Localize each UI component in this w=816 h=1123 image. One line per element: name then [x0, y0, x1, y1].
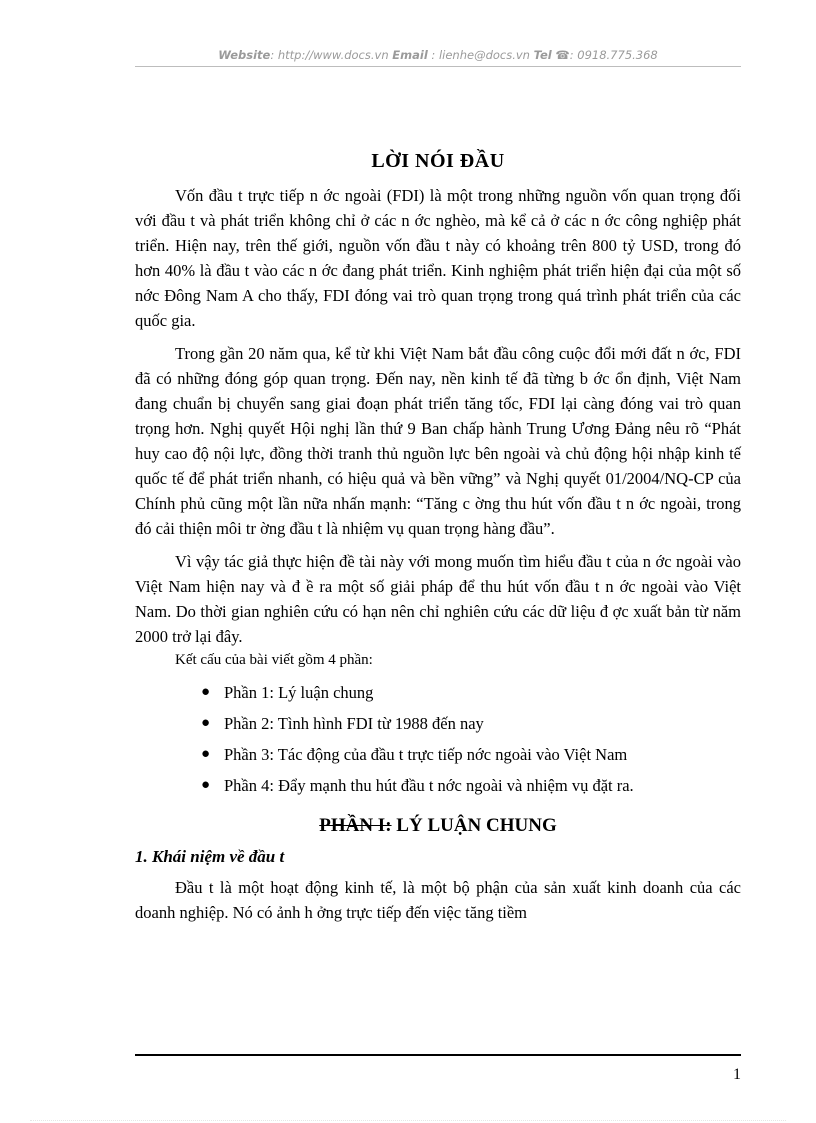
list-item [135, 770, 741, 801]
paragraph-2: Trong gần 20 năm qua, kể từ khi Việt Nam bắt đầu công cuộc đổi mới đất n ớc, FDI đã có những đóng góp quan trọng. Đến nay, nền kinh tế đã từng b ớc ổn định, Việt Nam đang chuẩn bị chuyển sang giai đoạn phát triển tăng tốc, FDI lại càng đóng vai trò quan trọng hơn. Nghị quyết Hội nghị lần thứ 9 Ban chấp hành Trung Ương Đảng nêu rõ “Phát huy cao độ nội lực, đồng thời tranh thủ nguồn lực bên ngoài và chủ động hội nhập kinh tế quốc tế để phát triển nhanh, có hiệu quả và bền vững” và Nghị quyết 01/2004/NQ-CP của Chính phủ cũng một lần nữa nhấn mạnh: “Tăng c ờng thu hút vốn đầu t n ớc ngoài, trong đó cải thiện môi tr ờng đầu t là nhiệm vụ quan trọng hàng đầu”. [135, 344, 741, 538]
page-number: 1 [733, 1066, 741, 1083]
subheading: 1. Khái niệm về đầu t [135, 847, 285, 866]
paragraph-3: Vì vậy tác giả thực hiện đề tài này với mong muốn tìm hiểu đầu t của n ớc ngoài vào Việt Nam hiện nay và đ ề ra một số giải pháp để thu hút vốn đầu t n ớc ngoài vào Việt Nam. Do thời gian nghiên cứu có hạn nên chỉ nghiên cứu các dữ liệu đ ợc xuất bản từ năm 2000 trở lại đây. [135, 552, 741, 646]
bullet-icon: ● [201, 746, 211, 762]
page-edge-divider [30, 1120, 786, 1121]
structure-intro: Kết cấu của bài viết gồm 4 phần: [175, 652, 373, 668]
page-title: LỜI NÓI ĐẦU [371, 150, 505, 172]
page-header [135, 48, 741, 62]
website-value: : http://www.docs.vn [270, 48, 389, 62]
bullet-icon: ● [201, 777, 211, 793]
header-rule [135, 66, 741, 67]
bullet-icon: ● [201, 715, 211, 731]
list-item [135, 739, 741, 770]
document-body [135, 183, 741, 933]
tel-label: Tel [533, 48, 552, 62]
tel-value: : 0918.775.368 [569, 48, 658, 62]
bullet-icon: ● [201, 684, 211, 700]
phone-icon: ☎ [555, 48, 570, 62]
section-heading: LÝ LUẬN CHUNG [396, 815, 557, 836]
paragraph-4: Đầu t là một hoạt động kinh tế, là một bộ phận của sản xuất kinh doanh của các doanh nghiệp. Nó có ảnh h ởng trực tiếp đến việc tăng tiềm [135, 878, 741, 922]
website-label: Website [218, 48, 271, 62]
part-label: Phần 1: Lý luận chung [224, 683, 374, 702]
paragraph-1: Vốn đầu t trực tiếp n ớc ngoài (FDI) là một trong những nguồn vốn quan trọng đối với đầu t và phát triển không chỉ ở các n ớc nghèo, mà kể cả ở các n ớc công nghiệp phát triển. Hiện nay, trên thế giới, nguồn vốn đầu t này có khoảng trên 800 tỷ USD, trong đó hơn 40% là đầu t vào các n ớc đang phát triển. Kinh nghiệm phát triển hiện đại của một số nớc Đông Nam A cho thấy, FDI đóng vai trò quan trọng trong quá trình phát triển của các quốc gia. [135, 186, 741, 330]
part-label: Phần 4: Đẩy mạnh thu hút đầu t nớc ngoài và nhiệm vụ đặt ra. [224, 776, 634, 795]
list-item [135, 677, 741, 708]
list-item [135, 708, 741, 739]
part-label: Phần 3: Tác động của đầu t trực tiếp nớc ngoài vào Việt Nam [224, 745, 628, 764]
email-label: Email [392, 48, 428, 62]
email-value: : lienhe@docs.vn [431, 48, 530, 62]
parts-list [135, 677, 741, 801]
section-prefix: PHẦN I: [319, 815, 392, 836]
section-title [135, 813, 741, 838]
part-label: Phần 2: Tình hình FDI từ 1988 đến nay [224, 714, 484, 733]
footer-rule [135, 1054, 741, 1056]
